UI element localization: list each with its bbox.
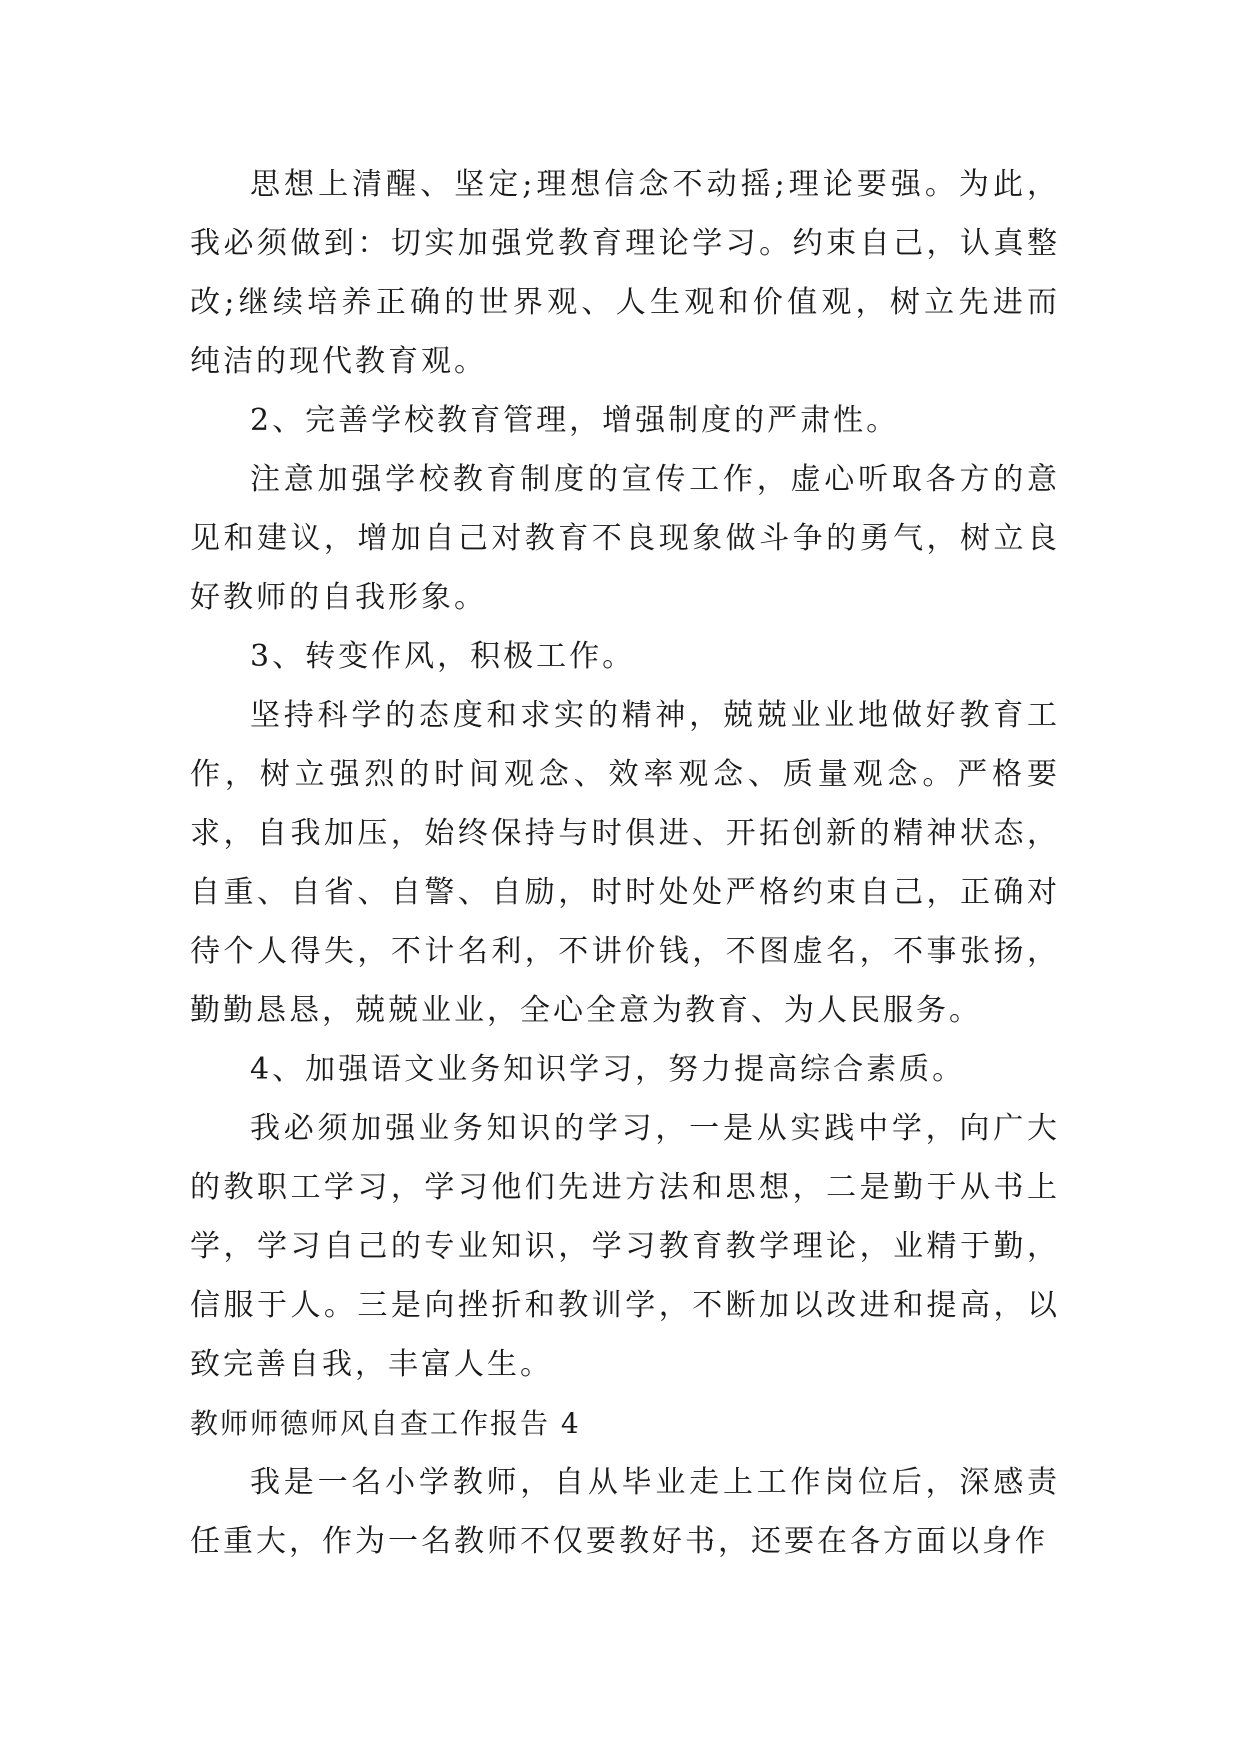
section-title: 教师师德师风自查工作报告 4 [190, 1407, 581, 1440]
paragraph-point-3: 坚持科学的态度和求实的精神，兢兢业业地做好教育工作，树立强烈的时间观念、效率观念、质量观念。严格要求，自我加压，始终保持与时俱进、开拓创新的精神状态，自重、自省、自警、自励，时时处处严格约束自己，正确对待个人得失，不计名利，不讲价钱，不图虚名，不事张扬，勤勤恳恳，兢兢业业，全心全意为教育、为人民服务。 [190, 698, 1060, 1028]
point-2-heading: 2、完善学校教育管理，增强制度的严肃性。 [250, 403, 900, 438]
paragraph-ideology: 思想上清醒、坚定;理想信念不动摇;理论要强。为此，我必须做到：切实加强党教育理论学习。约束自己，认真整改;继续培养正确的世界观、人生观和价值观，树立先进而纯洁的现代教育观。 [190, 167, 1060, 379]
point-4-heading: 4、加强语文业务知识学习，努力提高综合素质。 [250, 1052, 966, 1087]
point-3-heading: 3、转变作风，积极工作。 [250, 639, 636, 674]
paragraph-report-4-intro: 我是一名小学教师，自从毕业走上工作岗位后，深感责任重大，作为一名教师不仅要教好书，还要在各方面以身作 [190, 1465, 1060, 1559]
paragraph-point-4: 我必须加强业务知识的学习，一是从实践中学，向广大的教职工学习，学习他们先进方法和思想，二是勤于从书上学，学习自己的专业知识，学习教育教学理论，业精于勤，信服于人。三是向挫折和教训学，不断加以改进和提高，以致完善自我，丰富人生。 [190, 1111, 1060, 1382]
paragraph-point-2: 注意加强学校教育制度的宣传工作，虚心听取各方的意见和建议，增加自己对教育不良现象做斗争的勇气，树立良好教师的自我形象。 [190, 462, 1060, 615]
document-body [190, 155, 1060, 1571]
